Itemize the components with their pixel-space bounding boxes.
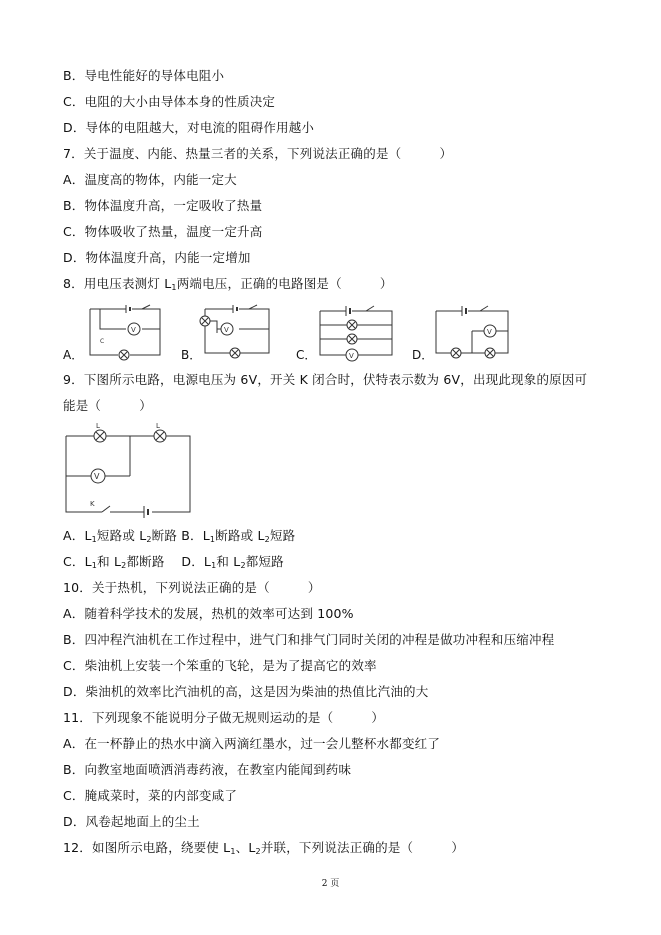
q9ab-sub1: 1 (91, 535, 97, 544)
q9cd-sub2: 2 (121, 561, 127, 570)
question-7-option-a: A．温度高的物体，内能一定大 (63, 172, 237, 187)
svg-text:V: V (131, 326, 136, 334)
question-12 (63, 840, 464, 860)
q9cd-sub3: 1 (211, 561, 217, 570)
q9cd-sub1: 1 (91, 561, 98, 570)
circuit-diagram-a (86, 303, 164, 363)
question-10-option-a: A．随着科学技术的发展，热机的效率可达到 100% (63, 606, 354, 621)
q9-switch-label: K (90, 500, 95, 508)
q9ab-part2: 短路或 L (96, 528, 147, 543)
option-c-previous: C．电阻的大小由导体本身的性质决定 (63, 94, 276, 109)
question-10-option-c: C．柴油机上安装一个笨重的飞轮，是为了提高它的效率 (63, 658, 377, 673)
q9-lamp-1-label: L (96, 422, 100, 430)
q9cd-part2: 和 L (97, 554, 122, 569)
q12-part3: 并联，下列说法正确的是（ ） (260, 840, 465, 855)
q9cd-sub4: 2 (240, 561, 246, 570)
question-8-pre: 8．用电压表测灯 L (63, 276, 172, 291)
q9ab-sub4: 2 (264, 535, 270, 544)
question-8-sub: 1 (171, 283, 177, 292)
q9ab-part3: 断路 B．L (151, 528, 210, 543)
svg-text:V: V (349, 352, 354, 360)
question-11-option-a: A．在一杯静止的热水中滴入两滴红墨水，过一会儿整杯水都变红了 (63, 736, 441, 751)
question-9-line-2: 能是（ ） (63, 398, 152, 413)
question-9-line-1: 9．下图所示电路，电源电压为 6V，开关 K 闭合时，伏特表示数为 6V，出现此现象的原因可 (63, 372, 588, 387)
svg-text:V: V (94, 472, 100, 481)
q8-option-c-label: C． (296, 348, 317, 362)
question-7-option-c: C．物体吸收了热量，温度一定升高 (63, 224, 263, 239)
circuit-diagram-d (432, 303, 512, 363)
question-11: 11．下列现象不能说明分子做无规则运动的是（ ） (63, 710, 385, 725)
q9ab-sub2: 2 (146, 535, 152, 544)
q9-lamp-2-label: L (156, 422, 160, 430)
q12-part2: 、L (235, 840, 256, 855)
question-7-option-d: D．物体温度升高，内能一定增加 (63, 250, 251, 265)
option-d-previous: D．导体的电阻越大，对电流的阻碍作用越小 (63, 120, 315, 135)
svg-text:V: V (224, 326, 229, 334)
question-10-option-d: D．柴油机的效率比汽油机的高，这是因为柴油的热值比汽油的大 (63, 684, 429, 699)
q9cd-part1: C．L (63, 554, 92, 569)
question-7-option-b: B．物体温度升高，一定吸收了热量 (63, 198, 263, 213)
q8-option-b-label: B． (181, 348, 202, 362)
q12-sub1: 1 (230, 847, 236, 856)
page-number: 2 页 (321, 879, 340, 889)
q9ab-sub3: 1 (209, 535, 216, 544)
q8-option-a-label: A． (63, 348, 84, 362)
q8-option-d-label: D． (412, 348, 434, 362)
q9cd-part3: 都断路 D．L (126, 554, 212, 569)
q9ab-part4: 断路或 L (215, 528, 265, 543)
question-8-post: 两端电压，正确的电路图是（ ） (176, 276, 393, 291)
q12-part1: 12．如图所示电路，绕要使 L (63, 840, 231, 855)
q12-sub2: 2 (255, 847, 261, 856)
q9cd-part4: 和 L (216, 554, 241, 569)
q9ab-part1: A．L (63, 528, 92, 543)
question-7: 7．关于温度、内能、热量三者的关系，下列说法正确的是（ ） (63, 146, 453, 161)
q9cd-part5: 都短路 (245, 554, 284, 569)
svg-text:C: C (100, 338, 105, 345)
circuit-diagram-b (197, 303, 275, 363)
question-10-option-b: B．四冲程汽油机在工作过程中，进气门和排气门同时关闭的冲程是做功冲程和压缩冲程 (63, 632, 555, 647)
option-b-previous: B．导电性能好的导体电阻小 (63, 68, 225, 83)
question-9-options-cd (63, 554, 284, 574)
q9ab-part5: 短路 (269, 528, 296, 543)
question-10: 10．关于热机，下列说法正确的是（ ） (63, 580, 321, 595)
question-11-option-d: D．风卷起地面上的尘土 (63, 814, 200, 829)
svg-text:V: V (487, 328, 492, 336)
question-8 (63, 276, 393, 296)
circuit-diagram-q9 (62, 420, 197, 524)
question-11-option-c: C．腌咸菜时，菜的内部变咸了 (63, 788, 238, 803)
question-11-option-b: B．向教室地面喷洒消毒药液，在教室内能闻到药味 (63, 762, 352, 777)
circuit-diagram-c (316, 303, 396, 363)
question-9-options-ab (63, 528, 295, 548)
